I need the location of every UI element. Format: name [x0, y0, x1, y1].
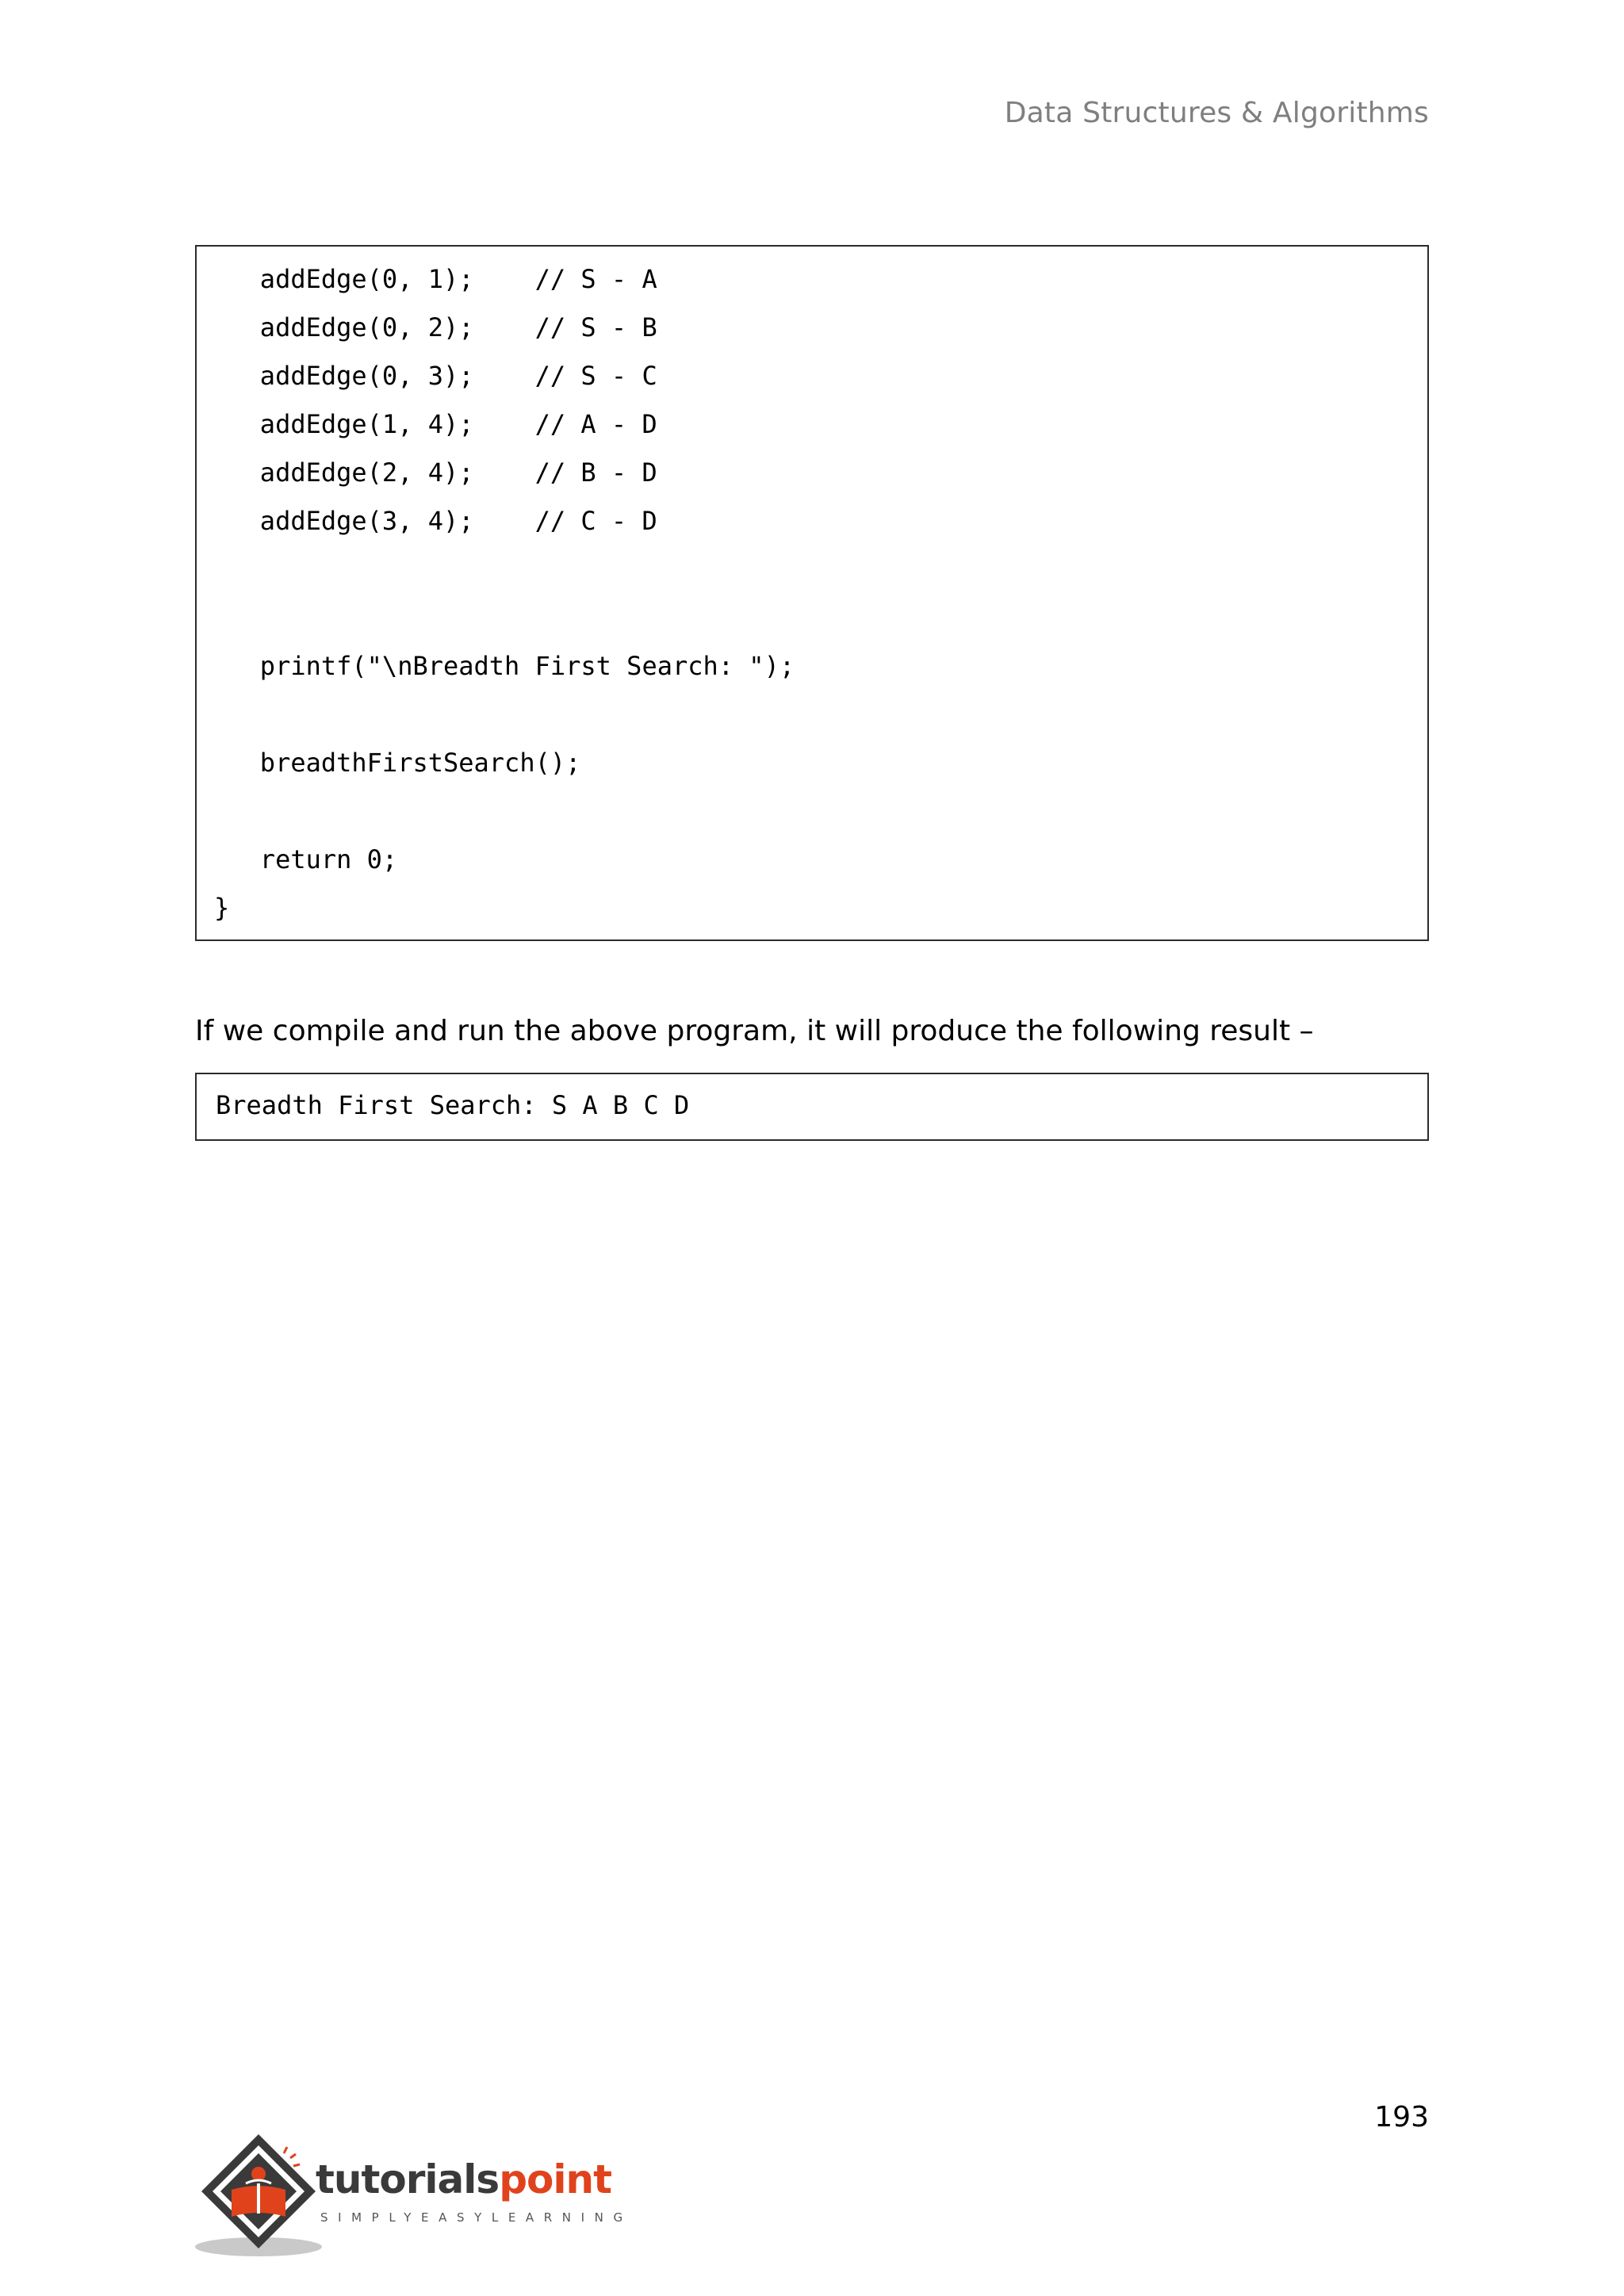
code-line: } [214, 893, 230, 923]
output-line: Breadth First Search: S A B C D [216, 1090, 690, 1120]
code-line: addEdge(0, 1); // S - A [214, 264, 657, 294]
code-line: printf("\nBreadth First Search: "); [214, 651, 795, 681]
code-line: addEdge(1, 4); // A - D [214, 409, 657, 439]
code-line: addEdge(0, 2); // S - B [214, 312, 657, 342]
running-header: Data Structures & Algorithms [1004, 97, 1429, 129]
logo-emblem-icon [195, 2131, 322, 2258]
code-line: addEdge(2, 4); // B - D [214, 457, 657, 488]
code-line: addEdge(3, 4); // C - D [214, 506, 657, 536]
output-block [195, 1073, 1429, 1141]
logo-word-point: point [499, 2156, 611, 2202]
code-line: breadthFirstSearch(); [214, 748, 581, 778]
logo-wordmark [316, 2156, 611, 2202]
logo-word-tutorials: tutorials [316, 2156, 500, 2202]
tutorialspoint-logo [195, 2131, 639, 2258]
code-block [195, 245, 1429, 941]
code-line: return 0; [214, 844, 398, 874]
logo-tagline: SIMPLYEASYLEARNING [320, 2210, 633, 2225]
code-line: addEdge(0, 3); // S - C [214, 361, 657, 391]
page-number: 193 [1374, 2101, 1429, 2133]
body-paragraph: If we compile and run the above program, it will produce the following result – [195, 1015, 1314, 1047]
